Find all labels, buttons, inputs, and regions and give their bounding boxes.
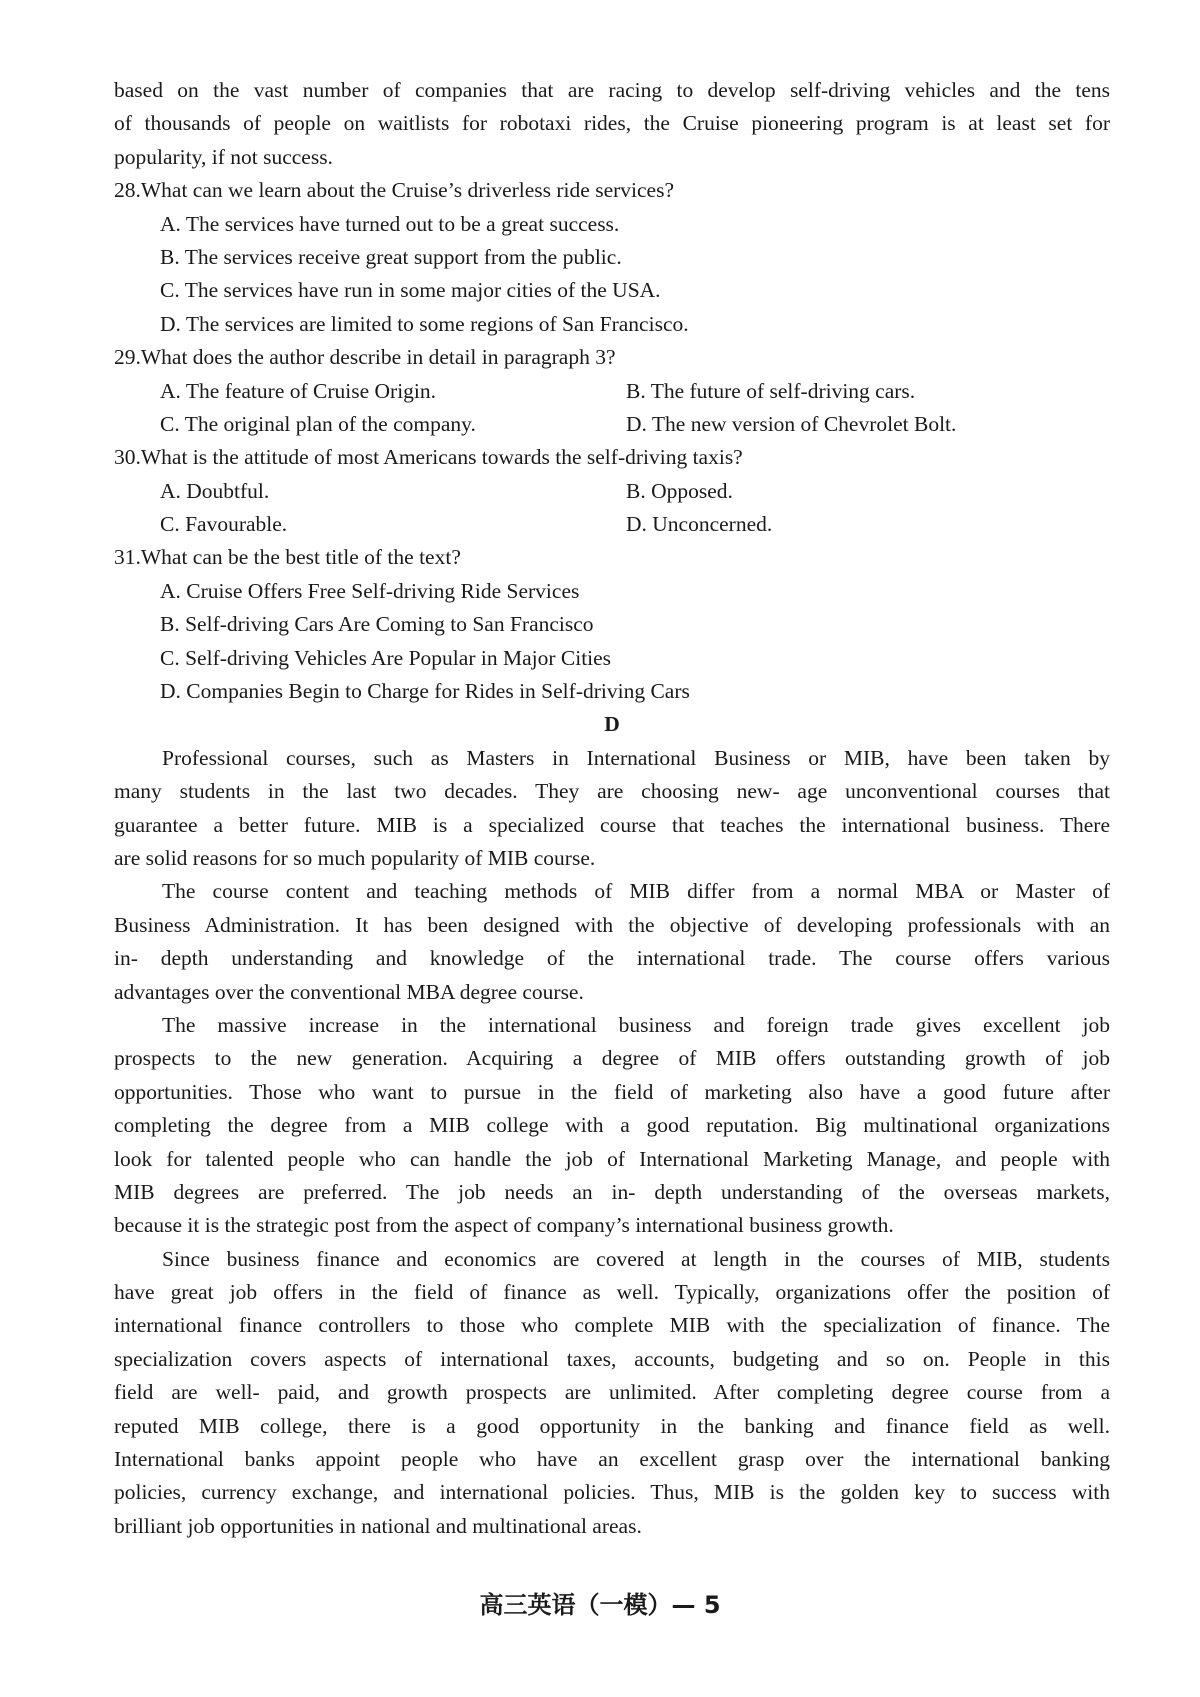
option-d: D. The new version of Chevrolet Bolt. xyxy=(626,411,957,436)
text-line: Business Administration. It has been designed with the objective of developing professionals with an xyxy=(114,912,1110,937)
text-line: Since business finance and economics are covered at length in the courses of MIB, students xyxy=(162,1246,1110,1271)
text-line: in- depth understanding and knowledge of the international trade. The course offers various xyxy=(114,946,1110,971)
text-line: have great job offers in the field of finance as well. Typically, organizations offer the position of xyxy=(114,1280,1110,1305)
text-line: Professional courses, such as Masters in International Business or MIB, have been taken by xyxy=(162,745,1110,770)
section-heading: D xyxy=(604,712,620,737)
text-line: many students in the last two decades. They are choosing new- age unconventional courses that xyxy=(114,779,1110,804)
option-b: B. Opposed. xyxy=(626,478,733,503)
option-c: C. The services have run in some major cities of the USA. xyxy=(160,278,661,303)
text-line: because it is the strategic post from the aspect of company’s international business growth. xyxy=(114,1213,894,1238)
option-b: B. Self-driving Cars Are Coming to San Francisco xyxy=(160,612,594,637)
page-content xyxy=(114,74,1110,1543)
question-28 xyxy=(114,174,1110,341)
page-footer: 高三英语（一模）— 5 xyxy=(479,1591,721,1619)
text-line: brilliant job opportunities in national and multinational areas. xyxy=(114,1513,642,1538)
question-30 xyxy=(114,441,1110,541)
text-line: completing the degree from a MIB college with a good reputation. Big multinational organizations xyxy=(114,1113,1110,1138)
question-stem: 30.What is the attitude of most Americans towards the self-driving taxis? xyxy=(114,445,743,470)
text-line: field are well- paid, and growth prospects are unlimited. After completing degree course from a xyxy=(114,1380,1110,1405)
option-row xyxy=(114,508,1110,541)
option-a: A. The services have turned out to be a great success. xyxy=(160,211,620,236)
text-line: opportunities. Those who want to pursue in the field of marketing also have a good future after xyxy=(114,1079,1110,1104)
option-a: A. Cruise Offers Free Self-driving Ride Services xyxy=(160,578,580,603)
text-line: look for talented people who can handle the job of International Marketing Manage, and people with xyxy=(114,1146,1110,1171)
question-stem: 29.What does the author describe in detail in paragraph 3? xyxy=(114,345,616,370)
paragraph-2 xyxy=(114,875,1110,1009)
question-stem: 28.What can we learn about the Cruise’s driverless ride services? xyxy=(114,178,674,203)
text-line: prospects to the new generation. Acquiring a degree of MIB offers outstanding growth of job xyxy=(114,1046,1110,1071)
text-line: reputed MIB college, there is a good opportunity in the banking and finance field as well. xyxy=(114,1413,1110,1438)
text-line: specialization covers aspects of international taxes, accounts, budgeting and so on. People in this xyxy=(114,1346,1110,1371)
text-line: advantages over the conventional MBA degree course. xyxy=(114,979,584,1004)
option-row xyxy=(114,475,1110,508)
text-line: MIB degrees are preferred. The job needs an in- depth understanding of the overseas markets, xyxy=(114,1179,1110,1204)
text-line: guarantee a better future. MIB is a specialized course that teaches the international business. There xyxy=(114,812,1110,837)
text-line: International banks appoint people who have an excellent grasp over the international banking xyxy=(114,1447,1110,1472)
option-row xyxy=(114,408,1110,441)
option-d: D. The services are limited to some regions of San Francisco. xyxy=(160,311,689,336)
text-line: popularity, if not success. xyxy=(114,144,333,169)
text-line: The massive increase in the international business and foreign trade gives excellent job xyxy=(162,1012,1110,1037)
option-row xyxy=(114,375,1110,408)
option-c: C. Self-driving Vehicles Are Popular in Major Cities xyxy=(160,645,612,670)
paragraph-4 xyxy=(114,1243,1110,1544)
option-d: D. Unconcerned. xyxy=(626,512,773,537)
question-29 xyxy=(114,341,1110,441)
option-a: A. Doubtful. xyxy=(160,478,270,503)
option-b: B. The services receive great support from the public. xyxy=(160,244,622,269)
question-31 xyxy=(114,541,1110,708)
text-line: The course content and teaching methods of MIB differ from a normal MBA or Master of xyxy=(162,879,1110,904)
text-line: policies, currency exchange, and international policies. Thus, MIB is the golden key to success with xyxy=(114,1480,1110,1505)
text-line: based on the vast number of companies that are racing to develop self-driving vehicles and the tens xyxy=(114,78,1110,102)
text-line: of thousands of people on waitlists for robotaxi rides, the Cruise pioneering program is at least set for xyxy=(114,111,1110,136)
paragraph-1 xyxy=(114,742,1110,876)
option-c: C. Favourable. xyxy=(160,512,288,537)
option-d: D. Companies Begin to Charge for Rides in Self-driving Cars xyxy=(160,679,690,704)
question-stem: 31.What can be the best title of the text? xyxy=(114,545,461,570)
option-a: A. The feature of Cruise Origin. xyxy=(160,378,437,403)
option-c: C. The original plan of the company. xyxy=(160,411,476,436)
option-b: B. The future of self-driving cars. xyxy=(626,378,916,403)
paragraph-3 xyxy=(114,1009,1110,1243)
text-line: are solid reasons for so much popularity of MIB course. xyxy=(114,845,596,870)
text-line: international finance controllers to those who complete MIB with the specialization of finance. The xyxy=(114,1313,1110,1338)
passage-c-tail xyxy=(114,74,1110,174)
